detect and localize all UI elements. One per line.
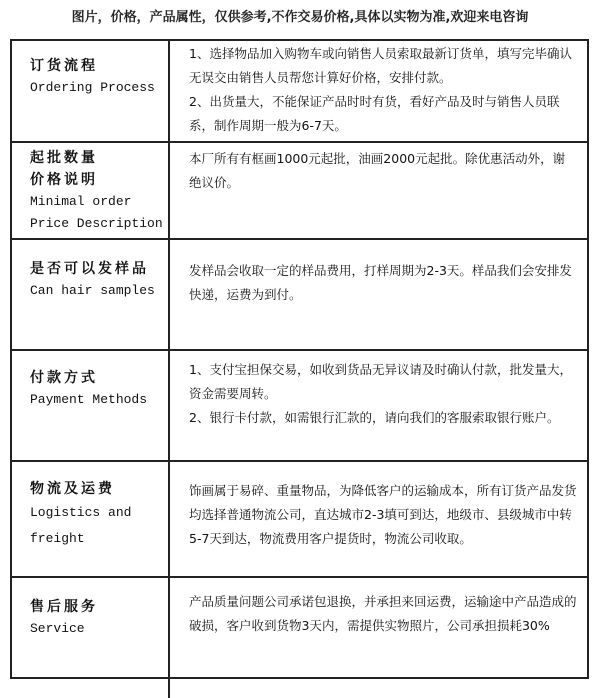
row-content-cell bbox=[172, 351, 587, 460]
row-title-zh: 价格说明 bbox=[30, 172, 98, 188]
table-row-service bbox=[12, 578, 587, 698]
row-label-cell bbox=[12, 41, 170, 141]
row-content-cell bbox=[172, 41, 587, 141]
row-content-cell bbox=[172, 462, 587, 576]
row-content-cell bbox=[172, 240, 587, 349]
table-row-minimal-order bbox=[12, 143, 587, 240]
content-paragraph: 饰画属于易碎、重量物品，为降低客户的运输成本，所有订货产品发货均选择普通物流公司，直达城市2-3填可到达，地级市、县级城市中转5-7天到达，物流费用客户提货时，物流公司收取。 bbox=[189, 483, 577, 546]
row-title-en: Logistics and bbox=[30, 505, 132, 520]
row-title-en: freight bbox=[30, 531, 85, 546]
row-title-zh: 付款方式 bbox=[30, 370, 98, 386]
info-table bbox=[10, 39, 589, 679]
row-title-en: Can hair samples bbox=[30, 283, 155, 298]
content-paragraph: 产品质量问题公司承诺包退换，并承担来回运费，运输途中产品造成的破损，客户收到货物3天内，需提供实物照片，公司承担损耗30% bbox=[189, 594, 577, 633]
table-row-ordering bbox=[12, 41, 587, 143]
row-title-zh: 售后服务 bbox=[30, 599, 98, 615]
row-title-zh: 订货流程 bbox=[30, 58, 98, 74]
row-label-cell bbox=[12, 578, 170, 698]
content-paragraph: 发样品会收取一定的样品费用，打样周期为2-3天。样品我们会安排发快递，运费为到付。 bbox=[189, 263, 572, 302]
content-paragraph: 2、银行卡付款，如需银行汇款的，请向我们的客服索取银行账户。 bbox=[189, 410, 560, 425]
row-label-cell bbox=[12, 143, 170, 238]
row-title-en: Service bbox=[30, 621, 85, 636]
row-content-cell bbox=[172, 578, 587, 698]
row-title-zh: 是否可以发样品 bbox=[30, 261, 149, 277]
notice-banner: 图片，价格，产品属性，仅供参考,不作交易价格,具体以实物为准,欢迎来电咨询 bbox=[71, 10, 529, 25]
row-label-cell bbox=[12, 240, 170, 349]
row-title-en: Minimal order bbox=[30, 194, 132, 209]
row-content-cell bbox=[172, 143, 587, 238]
table-row-payment bbox=[12, 351, 587, 462]
row-title-en: Ordering Process bbox=[30, 80, 155, 95]
content-paragraph: 2、出货量大，不能保证产品时时有货，看好产品及时与销售人员联系，制作周期一般为6-7天。 bbox=[189, 94, 560, 133]
row-title-zh: 物流及运费 bbox=[30, 481, 115, 497]
row-title-en: Price Description bbox=[30, 216, 163, 231]
table-row-samples bbox=[12, 240, 587, 351]
content-paragraph: 1、支付宝担保交易，如收到货品无异议请及时确认付款，批发量大，资金需要周转。 bbox=[189, 362, 572, 401]
row-title-en: Payment Methods bbox=[30, 392, 148, 407]
row-label-cell bbox=[12, 351, 170, 460]
row-label-cell bbox=[12, 462, 170, 576]
table-row-logistics bbox=[12, 462, 587, 578]
content-paragraph: 1、选择物品加入购物车或向销售人员索取最新订货单，填写完毕确认无误交由销售人员帮您计算好价格，安排付款。 bbox=[189, 46, 572, 85]
row-title-zh: 起批数量 bbox=[30, 150, 98, 166]
content-paragraph: 本厂所有有框画1000元起批，油画2000元起批。除优惠活动外，谢绝议价。 bbox=[189, 151, 566, 190]
